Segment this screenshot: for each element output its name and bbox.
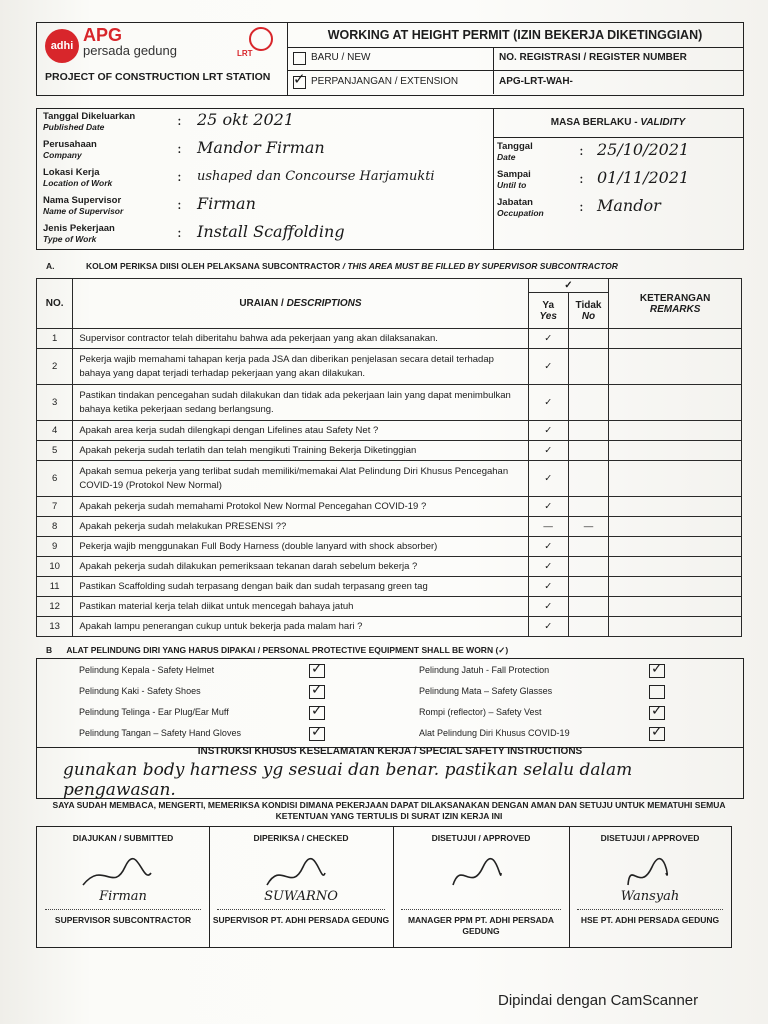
signer-position: HSE PT. ADHI PERSADA GEDUNG xyxy=(580,915,720,925)
until-value: 01/11/2021 xyxy=(597,168,690,187)
company-logo-text: persada gedung xyxy=(83,43,177,58)
col-check: ✓ xyxy=(528,279,609,293)
row-description: Apakah area kerja sudah dilengkapi dengan Lifelines atau Safety Net ? xyxy=(73,421,528,441)
ppe-item xyxy=(79,724,323,740)
date-value: 25/10/2021 xyxy=(597,140,690,159)
row-remarks xyxy=(609,441,742,461)
row-number: 1 xyxy=(37,329,73,349)
supervisor-row: Nama Supervisor Name of Supervisor : Firman xyxy=(43,194,256,216)
row-yes-mark[interactable]: ✓ xyxy=(528,577,568,597)
row-no-mark[interactable] xyxy=(568,577,608,597)
ppe-label: Pelindung Mata – Safety Glasses xyxy=(419,686,553,696)
row-description: Supervisor contractor telah diberitahu bahwa ada pekerjaan yang akan dilaksanakan. xyxy=(73,329,528,349)
validity-heading: MASA BERLAKU - VALIDITY xyxy=(493,109,743,138)
permit-info xyxy=(36,108,744,250)
row-no-mark[interactable] xyxy=(568,441,608,461)
ppe-checkbox[interactable] xyxy=(649,685,665,699)
row-description: Apakah lampu penerangan cukup untuk bekerja pada malam hari ? xyxy=(73,617,528,637)
row-number: 12 xyxy=(37,597,73,617)
ppe-item xyxy=(79,703,323,719)
register-label: NO. REGISTRASI / REGISTER NUMBER xyxy=(499,52,687,63)
row-description: Pekerja wajib memahami tahapan kerja pada JSA dan diberikan penjelasan secara detail terhadap bahaya yang dapat terjadi terhadap pekerjaan yang akan dilakukan. xyxy=(73,349,528,385)
checklist-table xyxy=(36,278,742,637)
published-date-row: Tanggal Dikeluarkan Published Date : 25 okt 2021 xyxy=(43,110,295,132)
ppe-item xyxy=(419,686,552,696)
row-yes-mark[interactable]: ✓ xyxy=(528,617,568,637)
ppe-label: Pelindung Telinga - Ear Plug/Ear Muff xyxy=(79,707,229,717)
ppe-label: Pelindung Tangan – Safety Hand Gloves xyxy=(79,728,241,738)
new-checkbox[interactable] xyxy=(293,52,306,65)
row-no-mark[interactable] xyxy=(568,557,608,577)
section-b-heading: B ALAT PELINDUNG DIRI YANG HARUS DIPAKAI / PERSONAL PROTECTIVE EQUIPMENT SHALL BE WORN (✓) xyxy=(46,645,509,655)
row-no-mark[interactable] xyxy=(568,497,608,517)
until-row: Sampai Until to : 01/11/2021 xyxy=(497,168,690,190)
check-mark-icon: ✓ xyxy=(651,661,663,677)
apg-logo-text: APG xyxy=(83,25,123,45)
ppe-checkbox[interactable] xyxy=(309,661,325,678)
signature-title: DISETUJUI / APPROVED xyxy=(600,833,700,843)
ppe-item xyxy=(79,682,323,698)
col-descriptions: URAIAN / DESCRIPTIONS xyxy=(73,279,528,329)
row-remarks xyxy=(609,577,742,597)
check-mark-icon: ✓ xyxy=(311,703,323,719)
checklist-row xyxy=(37,557,742,577)
row-yes-mark[interactable]: — xyxy=(528,517,568,537)
row-number: 13 xyxy=(37,617,73,637)
row-description: Pastikan material kerja telah diikat untuk mencegah bahaya jatuh xyxy=(73,597,528,617)
signer-position: SUPERVISOR PT. ADHI PERSADA GEDUNG xyxy=(212,915,390,925)
signature-column xyxy=(37,827,210,947)
row-description: Apakah semua pekerja yang terlibat sudah memiliki/memakai Alat Pelindung Diri Khusus Pencegahan COVID-19 (Protokol New Normal) xyxy=(73,461,528,497)
row-remarks xyxy=(609,617,742,637)
row-no-mark[interactable] xyxy=(568,537,608,557)
row-yes-mark[interactable]: ✓ xyxy=(528,349,568,385)
row-description: Pastikan Scaffolding sudah terpasang dengan baik dan sudah terpasang green tag xyxy=(73,577,528,597)
row-number: 9 xyxy=(37,537,73,557)
row-number: 11 xyxy=(37,577,73,597)
signature-title: DIPERIKSA / CHECKED xyxy=(253,833,349,843)
signature-column xyxy=(569,827,731,947)
ppe-checkbox[interactable] xyxy=(309,682,325,699)
lrt-face-icon xyxy=(249,27,273,51)
row-remarks xyxy=(609,557,742,577)
row-remarks xyxy=(609,461,742,497)
row-yes-mark[interactable]: ✓ xyxy=(528,461,568,497)
special-instructions xyxy=(36,746,744,799)
ppe-item xyxy=(419,703,663,719)
checklist-row xyxy=(37,349,742,385)
occupation-row: Jabatan Occupation : Mandor xyxy=(497,196,661,218)
row-yes-mark[interactable]: ✓ xyxy=(528,421,568,441)
supervisor-value: Firman xyxy=(197,194,256,213)
signature-title: DISETUJUI / APPROVED xyxy=(431,833,531,843)
row-number: 2 xyxy=(37,349,73,385)
ppe-item xyxy=(419,661,663,677)
ppe-checkbox[interactable] xyxy=(649,703,665,720)
row-description: Pastikan tindakan pencegahan sudah dilakukan dan tidak ada pekerjaan lain yang dapat menimbulkan bahaya ketika pekerjaan sedang berlangsung. xyxy=(73,385,528,421)
ppe-checkbox[interactable] xyxy=(309,703,325,720)
extension-option[interactable]: ✓ PERPANJANGAN / EXTENSION xyxy=(287,71,494,94)
row-remarks xyxy=(609,421,742,441)
ppe-label: Pelindung Jatuh - Fall Protection xyxy=(419,665,550,675)
row-no-mark[interactable] xyxy=(568,329,608,349)
checklist-row xyxy=(37,497,742,517)
col-no: NO. xyxy=(37,279,73,329)
ppe-item xyxy=(419,724,663,740)
new-option[interactable]: BARU / NEW xyxy=(287,47,494,70)
checklist-row xyxy=(37,577,742,597)
date-row: Tanggal Date : 25/10/2021 xyxy=(497,140,690,162)
row-number: 5 xyxy=(37,441,73,461)
project-title: PROJECT OF CONSTRUCTION LRT STATION xyxy=(45,71,271,83)
row-description: Apakah pekerja sudah memahami Protokol New Normal Pencegahan COVID-19 ? xyxy=(73,497,528,517)
permit-title: WORKING AT HEIGHT PERMIT (IZIN BEKERJA DIKETINGGIAN) xyxy=(287,23,743,48)
location-value: ushaped dan Concourse Harjamukti xyxy=(197,169,435,184)
row-yes-mark[interactable]: ✓ xyxy=(528,441,568,461)
row-yes-mark[interactable]: ✓ xyxy=(528,385,568,421)
row-remarks xyxy=(609,385,742,421)
col-remarks: KETERANGAN REMARKS xyxy=(609,279,742,329)
ppe-checkbox[interactable] xyxy=(309,724,325,741)
row-remarks xyxy=(609,537,742,557)
company-value: Mandor Firman xyxy=(197,138,325,157)
ppe-item xyxy=(79,661,323,677)
lrt-logo: LRT xyxy=(237,27,281,63)
row-yes-mark[interactable]: ✓ xyxy=(528,497,568,517)
check-mark-icon: ✓ xyxy=(311,661,323,677)
checklist-row xyxy=(37,461,742,497)
row-number: 3 xyxy=(37,385,73,421)
row-no-mark[interactable]: — xyxy=(568,517,608,537)
signer-name: Wansyah xyxy=(620,889,680,904)
row-no-mark[interactable] xyxy=(568,385,608,421)
signature-column xyxy=(393,827,570,947)
ppe-label: Pelindung Kaki - Safety Shoes xyxy=(79,686,201,696)
row-no-mark[interactable] xyxy=(568,617,608,637)
permit-header xyxy=(36,22,744,96)
ppe-label: Rompi (reflector) – Safety Vest xyxy=(419,707,542,717)
permit-document: adhi APG persada gedung LRT PROJECT OF CONSTRUCTION LRT STATION WORKING AT HEIGHT PERMIT (IZIN BEKERJA DIKETINGGIAN) BARU / NEW ✓ PERPANJANGAN / EXTENSION NO. REGISTRASI / REGISTER NUMBER APG-LRT-WAH- Tanggal Dikeluarkan Published Date : 25 okt 2021 Perusahaan Company : Mandor Firman Lokasi Kerja Location of Work : ushaped dan Concourse Harjamukti Nama Supervisor Name of Supervisor : Firman Jenis Pekerjaan Type of Work : Install Scaffolding MASA BERLAKU - VALIDITY Tanggal Date : 25/10/2021 Sampai Until to : 01/11/2021 Jabatan Occupation : Mandor A. KOLOM PERIKSA DIISI OLEH PELAKSANA SUBCONTRACTOR / THIS AREA MUST BE FILLED BY SUPERVISOR SUBCONTRACTOR NO. URAIAN / DESCRIPTIONS ✓ KETERANGAN REMARKS Ya Yes Tidak No 1 Supervisor contractor telah diberitahu bahwa ada pekerjaan yang akan dilaksanakan. ✓ 2 Pekerja wajib memahami tahapan kerja pada JSA dan diberikan penjelasan secara detail terhadap bahaya yang dapat terjadi terhadap pekerjaan yang akan dilakukan. ✓ 3 Pastikan tindakan pencegahan sudah dilakukan dan tidak ada pekerjaan lain yang dapat menimbulkan bahaya ketika pekerjaan sedang berlangsung. ✓ 4 Apakah area kerja sudah dilengkapi dengan Lifelines atau Safety Net ? ✓ 5 Apakah pekerja sudah terlatih dan telah mengikuti Training Bekerja Diketinggian ✓ 6 Apakah semua pekerja yang terlibat sudah memiliki/memakai Alat Pelindung Diri Khusus Pencegahan COVID-19 (Protokol New Normal) ✓ 7 Apakah pekerja sudah memahami Protokol New Normal Pencegahan COVID-19 ? ✓ 8 Apakah pekerja sudah melakukan PRESENSI ?? — — 9 Pekerja wajib menggunakan Full Body Harness (double lanyard with shock absorber) ✓ 10 Apakah pekerja sudah dilakukan pemeriksaan tekanan darah sebelum bekerja ? ✓ 11 Pastikan Scaffolding sudah terpasang dengan baik dan sudah terpasang green tag ✓ 12 Pastikan material kerja telah diikat untuk mencegah bahaya jatuh ✓ 13 Apakah lampu penerangan cukup untuk bekerja pada malam hari ? ✓ B ALAT PELINDUNG DIRI YANG HARUS DIPAKAI / PERSONAL PROTECTIVE EQUIPMENT SHALL BE WORN (✓) Pelindung Kepala - Safety Helmet ✓ Pelindung Kaki - Safety Shoes ✓ Pelindung Telinga - Ear Plug/Ear Muff ✓ Pelindung Tangan – Safety Hand Gloves ✓ Pelindung Jatuh - Fall Protection ✓ Pelindung Mata – Safety Glasses Rompi (reflector) – Safety Vest ✓ Alat Pelindung Diri Khusus COVID-19 ✓ INSTRUKSI KHUSUS KESELAMATAN KERJA / SPECIAL SAFETY INSTRUCTIONS gunakan body harness yg sesuai dan benar. pastikan selalu dalam pengawasan. SAYA SUDAH MEMBACA, MENGERTI, MEMERIKSA KONDISI DIMANA PEKERJAAN DAPAT DILAKSANAKAN DENGAN AMAN DAN SETUJU UNTUK MEMATUHI SEMUA KETENTUAN YANG TERTULIS DI SURAT IZIN KERJA INI DIAJUKAN / SUBMITTED Firman SUPERVISOR SUBCONTRACTOR DIPERIKSA / CHECKED SUWARNO SUPERVISOR PT. ADHI PERSADA GEDUNG DISETUJUI / APPROVED MANAGER PPM PT. ADHI PERSADA GEDUNG DISETUJUI / APPROVED Wansyah HSE PT. ADHI PERSADA GEDUNG Dipindai dengan CamScanner xyxy=(0,0,768,1024)
col-yes: Ya Yes xyxy=(528,293,568,329)
special-instructions-text: gunakan body harness yg sesuai dan benar. pastikan selalu dalam pengawasan. xyxy=(63,760,633,800)
row-no-mark[interactable] xyxy=(568,461,608,497)
signature-column xyxy=(209,827,394,947)
row-number: 10 xyxy=(37,557,73,577)
row-remarks xyxy=(609,517,742,537)
agreement-statement: SAYA SUDAH MEMBACA, MENGERTI, MEMERIKSA KONDISI DIMANA PEKERJAAN DAPAT DILAKSANAKAN DENGAN AMAN DAN SETUJU UNTUK MEMATUHI SEMUA KETENTUAN YANG TERTULIS DI SURAT IZIN KERJA INI xyxy=(52,800,726,821)
row-number: 8 xyxy=(37,517,73,537)
row-description: Pekerja wajib menggunakan Full Body Harness (double lanyard with shock absorber) xyxy=(73,537,528,557)
location-row: Lokasi Kerja Location of Work : ushaped dan Concourse Harjamukti xyxy=(43,167,435,188)
signature-mark xyxy=(393,855,569,895)
ppe-checkbox[interactable] xyxy=(649,724,665,741)
signature-block xyxy=(36,826,732,948)
checklist-row xyxy=(37,517,742,537)
checklist-row xyxy=(37,329,742,349)
row-description: Apakah pekerja sudah melakukan PRESENSI ?? xyxy=(73,517,528,537)
adhi-logo: adhi xyxy=(45,29,79,63)
ppe-checkbox[interactable] xyxy=(649,661,665,678)
checklist-row xyxy=(37,441,742,461)
signer-name: Firman xyxy=(99,889,147,904)
scanner-watermark: Dipindai dengan CamScanner xyxy=(498,992,699,1009)
signer-position: SUPERVISOR SUBCONTRACTOR xyxy=(54,915,192,925)
signer-position: MANAGER PPM PT. ADHI PERSADA GEDUNG xyxy=(407,915,555,936)
row-number: 7 xyxy=(37,497,73,517)
row-description: Apakah pekerja sudah dilakukan pemeriksaan tekanan darah sebelum bekerja ? xyxy=(73,557,528,577)
check-mark-icon: ✓ xyxy=(651,703,663,719)
checklist-row xyxy=(37,537,742,557)
occupation-value: Mandor xyxy=(597,196,661,215)
row-remarks xyxy=(609,329,742,349)
check-mark-icon: ✓ xyxy=(651,724,663,740)
special-instructions-title: INSTRUKSI KHUSUS KESELAMATAN KERJA / SPECIAL SAFETY INSTRUCTIONS xyxy=(197,746,583,757)
checklist-row xyxy=(37,617,742,637)
row-remarks xyxy=(609,597,742,617)
row-description: Apakah pekerja sudah terlatih dan telah mengikuti Training Bekerja Diketinggian xyxy=(73,441,528,461)
row-yes-mark[interactable]: ✓ xyxy=(528,537,568,557)
row-number: 4 xyxy=(37,421,73,441)
ppe-label: Pelindung Kepala - Safety Helmet xyxy=(79,665,215,675)
check-mark-icon: ✓ xyxy=(311,724,323,740)
logo-area xyxy=(37,23,288,95)
row-yes-mark[interactable]: ✓ xyxy=(528,597,568,617)
row-remarks xyxy=(609,349,742,385)
signer-name: SUWARNO xyxy=(264,889,338,904)
col-tidak: Tidak No xyxy=(568,293,608,329)
register-number: APG-LRT-WAH- xyxy=(499,76,573,87)
extension-checkbox[interactable]: ✓ xyxy=(293,70,306,88)
row-number: 6 xyxy=(37,461,73,497)
row-no-mark[interactable] xyxy=(568,597,608,617)
ppe-label: Alat Pelindung Diri Khusus COVID-19 xyxy=(419,728,570,738)
checklist-row xyxy=(37,385,742,421)
row-yes-mark[interactable]: ✓ xyxy=(528,557,568,577)
row-no-mark[interactable] xyxy=(568,349,608,385)
work-type-value: Install Scaffolding xyxy=(197,222,345,241)
signature-title: DIAJUKAN / SUBMITTED xyxy=(72,833,174,843)
row-yes-mark[interactable]: ✓ xyxy=(528,329,568,349)
work-type-row: Jenis Pekerjaan Type of Work : Install Scaffolding xyxy=(43,222,345,244)
check-mark-icon: ✓ xyxy=(311,682,323,698)
ppe-checklist xyxy=(36,658,744,748)
published-date-value: 25 okt 2021 xyxy=(197,110,295,129)
checklist-row xyxy=(37,597,742,617)
row-remarks xyxy=(609,497,742,517)
checklist-row xyxy=(37,421,742,441)
row-no-mark[interactable] xyxy=(568,421,608,441)
company-row: Perusahaan Company : Mandor Firman xyxy=(43,138,325,160)
